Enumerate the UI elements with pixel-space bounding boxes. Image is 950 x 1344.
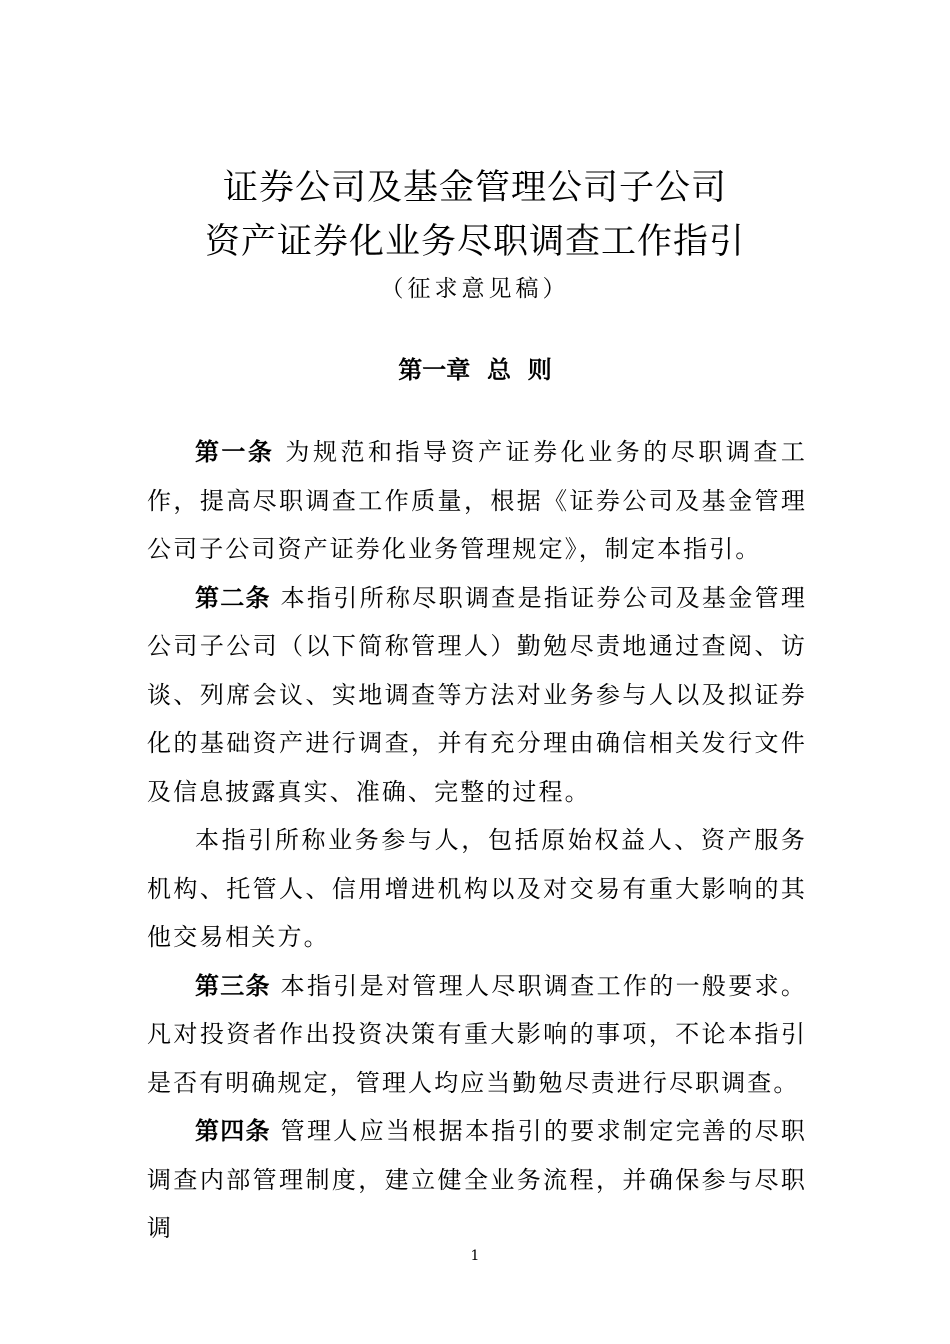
- article-label: 第三条: [195, 971, 271, 1000]
- article-label: 第二条: [195, 583, 271, 612]
- paragraph-text: 本指引是对管理人尽职调查工作的一般要求。凡对投资者作出投资决策有重大影响的事项，不论本指引是否有明确规定，管理人均应当勤勉尽责进行尽职调查。: [147, 971, 807, 1097]
- paragraph-text: 本指引所称尽职调查是指证券公司及基金管理公司子公司（以下简称管理人）勤勉尽责地通过查阅、访谈、列席会议、实地调查等方法对业务参与人以及拟证券化的基础资产进行调查，并有充分理由确信相关发行文件及信息披露真实、准确、完整的过程。: [147, 583, 807, 806]
- article-3-paragraph: [147, 962, 807, 1108]
- article-1-paragraph: [147, 428, 807, 574]
- article-2-paragraph: [147, 574, 807, 817]
- article-4-paragraph: [147, 1107, 807, 1253]
- paragraph-text: 为规范和指导资产证券化业务的尽职调查工作，提高尽职调查工作质量，根据《证券公司及基金管理公司子公司资产证券化业务管理规定》，制定本指引。: [147, 438, 807, 563]
- article-2-continuation-paragraph: [147, 816, 807, 962]
- paragraph-text: 本指引所称业务参与人，包括原始权益人、资产服务机构、托管人、信用增进机构以及对交易有重大影响的其他交易相关方。: [147, 826, 807, 951]
- document-body: [147, 428, 807, 1253]
- chapter-heading: 第一章 总 则: [398, 356, 552, 384]
- paragraph-text: 管理人应当根据本指引的要求制定完善的尽职调查内部管理制度，建立健全业务流程，并确保参与尽职调: [147, 1117, 807, 1242]
- article-label: 第四条: [195, 1117, 271, 1145]
- article-label: 第一条: [195, 438, 275, 466]
- document-title-line-2: 资产证券化业务尽职调查工作指引: [204, 222, 745, 262]
- document-subtitle: （征求意见稿）: [380, 276, 570, 302]
- page-number: 1: [470, 1248, 480, 1264]
- document-title-line-1: 证券公司及基金管理公司子公司: [222, 168, 727, 208]
